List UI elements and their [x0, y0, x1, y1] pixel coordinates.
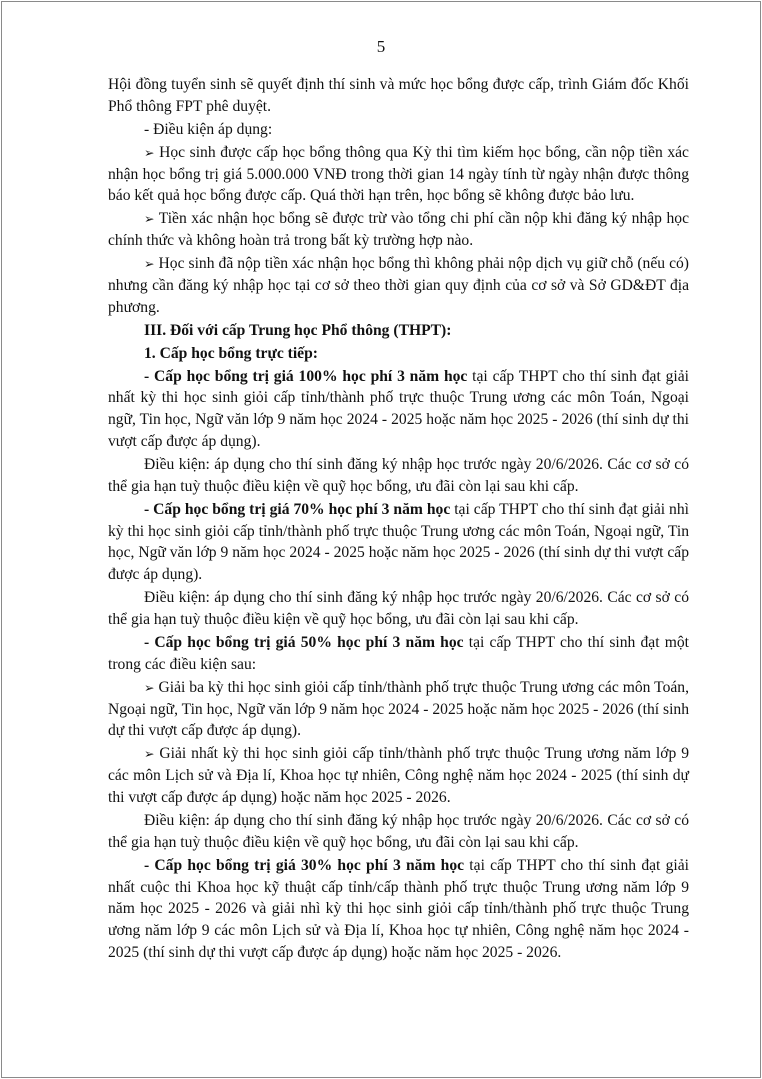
bullet-item: ➢ Học sinh được cấp học bổng thông qua Kỳ thi tìm kiếm học bổng, cần nộp tiền xác nhận học bổng trị giá 5.000.000 VNĐ trong thời gian 14 ngày tính từ ngày nhận được thông báo kết quả học bổng được cấp. Quá thời hạn trên, học bổng sẽ không được bảo lưu. [108, 143, 689, 205]
arrow-bullet-icon: ➢ [144, 211, 155, 227]
page-number: 5 [376, 37, 386, 56]
section-heading: III. Đối với cấp Trung học Phổ thông (THPT): [144, 321, 452, 339]
arrow-bullet-icon: ➢ [144, 256, 155, 272]
arrow-bullet-icon: ➢ [144, 746, 155, 762]
scholarship-70: - Cấp học bổng trị giá 70% học phí 3 năm học tại cấp THPT cho thí sinh đạt giải nhì kỳ thi học sinh giỏi cấp tỉnh/thành phố trực thuộc Trung ương các môn Toán, Ngoại ngữ, Tin học, Ngữ văn lớp 9 năm học 2024 - 2025 hoặc năm học 2025 - 2026 (thí sinh dự thi vượt cấp được áp dụng). [108, 500, 689, 584]
document-body [108, 74, 689, 964]
condition-paragraph: Điều kiện: áp dụng cho thí sinh đăng ký nhập học trước ngày 20/6/2026. Các cơ sở có thể gia hạn tuỳ thuộc điều kiện về quỹ học bổng, ưu đãi còn lại sau khi cấp. [108, 456, 689, 495]
bullet-item: ➢ Tiền xác nhận học bổng sẽ được trừ vào tổng chi phí cần nộp khi đăng ký nhập học chính thức và không hoàn trả trong bất kỳ trường hợp nào. [108, 210, 690, 250]
paragraph: Hội đồng tuyển sinh sẽ quyết định thí sinh và mức học bổng được cấp, trình Giám đốc Khối Phổ thông FPT phê duyệt. [108, 76, 689, 115]
conditions-heading: - Điều kiện áp dụng: [144, 120, 273, 138]
subsection-heading: 1. Cấp học bổng trực tiếp: [144, 344, 318, 362]
condition-paragraph: Điều kiện: áp dụng cho thí sinh đăng ký nhập học trước ngày 20/6/2026. Các cơ sở có thể gia hạn tuỳ thuộc điều kiện về quỹ học bổng, ưu đãi còn lại sau khi cấp. [108, 589, 689, 628]
arrow-bullet-icon: ➢ [144, 144, 155, 160]
scholarship-100: - Cấp học bổng trị giá 100% học phí 3 năm học tại cấp THPT cho thí sinh đạt giải nhất kỳ thi học sinh giỏi cấp tỉnh/thành phố trực thuộc Trung ương các môn Toán, Ngoại ngữ, Tin học, Ngữ văn lớp 9 năm học 2024 - 2025 hoặc năm học 2025 - 2026 (thí sinh dự thi vượt cấp được áp dụng). [108, 367, 689, 451]
bullet-item: ➢ Học sinh đã nộp tiền xác nhận học bổng thì không phải nộp dịch vụ giữ chỗ (nếu có) nhưng cần đăng ký nhập học tại cơ sở theo thời gian quy định của cơ sở và Sở GD&ĐT địa phương. [108, 255, 689, 316]
scholarship-50: - Cấp học bổng trị giá 50% học phí 3 năm học tại cấp THPT cho thí sinh đạt một trong các điều kiện sau: [108, 633, 689, 673]
bullet-item: ➢ Giải ba kỳ thi học sinh giỏi cấp tỉnh/thành phố trực thuộc Trung ương các môn Toán, Ngoại ngữ, Tin học, Ngữ văn lớp 9 năm học 2024 - 2025 hoặc năm học 2025 - 2026 (thí sinh dự thi vượt cấp được áp dụng). [108, 678, 689, 740]
arrow-bullet-icon: ➢ [144, 679, 155, 695]
condition-paragraph: Điều kiện: áp dụng cho thí sinh đăng ký nhập học trước ngày 20/6/2026. Các cơ sở có thể gia hạn tuỳ thuộc điều kiện về quỹ học bổng, ưu đãi còn lại sau khi cấp. [108, 811, 689, 851]
scholarship-30: - Cấp học bổng trị giá 30% học phí 3 năm học tại cấp THPT cho thí sinh đạt giải nhất cuộc thi Khoa học kỹ thuật cấp tỉnh/cấp thành phố trực thuộc Trung ương năm lớp 9 năm học 2025 - 2026 và giải nhì kỳ thi học sinh giỏi cấp tỉnh/thành phố trực thuộc Trung ương năm lớp 9 các môn Lịch sử và Địa lí, Khoa học tự nhiên, Công nghệ năm học 2024 - 2025 (thí sinh dự thi vượt cấp được áp dụng) hoặc năm học 2025 - 2026. [108, 856, 689, 961]
bullet-item: ➢ Giải nhất kỳ thi học sinh giỏi cấp tỉnh/thành phố trực thuộc Trung ương năm lớp 9 các môn Lịch sử và Địa lí, Khoa học tự nhiên, Công nghệ năm học 2024 - 2025 (thí sinh dự thi vượt cấp được áp dụng) hoặc năm học 2025 - 2026. [108, 745, 689, 806]
